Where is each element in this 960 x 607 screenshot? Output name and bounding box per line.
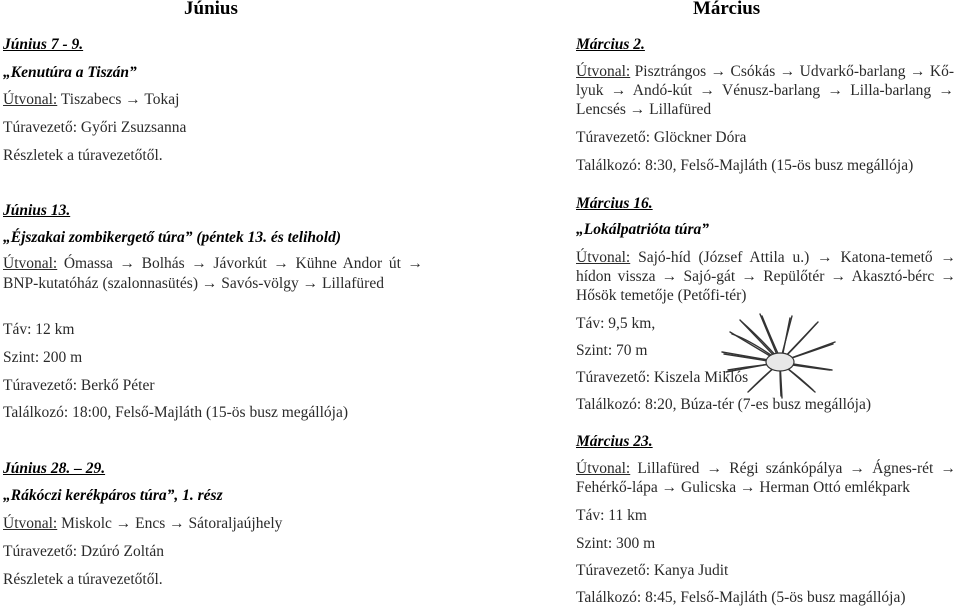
event-route: Útvonal: Tiszabecs → Tokaj — [3, 91, 180, 108]
event-distance: Táv: 11 km — [576, 507, 647, 524]
march-heading: Március — [693, 0, 761, 19]
event-elevation: Szint: 300 m — [576, 535, 656, 552]
event-date: Június 28. – 29. — [3, 460, 106, 477]
event-name: „Lokálpatrióta túra” — [576, 221, 710, 238]
event-details: Részletek a túravezetőtől. — [3, 571, 163, 588]
event-guide: Túravezető: Dzúró Zoltán — [3, 543, 164, 560]
event-guide: Túravezető: Kanya Judit — [576, 562, 729, 579]
event-guide: Túravezető: Kiszela Miklós — [576, 369, 749, 386]
event-distance: Táv: 9,5 km, — [576, 315, 656, 332]
event-meeting: Találkozó: 18:00, Felső-Majláth (15-ös busz megállója) — [3, 404, 349, 421]
event-date: Június 13. — [3, 202, 71, 219]
june-heading: Június — [184, 0, 238, 19]
event-route: Útvonal: Sajó-híd (József Attila u.) → Katona-temető → hídon vissza → Sajó-gát → Repülőtér → Akasztó-bérc → Hősök temetője (Petőfi-tér) — [576, 249, 956, 304]
event-elevation: Szint: 200 m — [3, 349, 83, 366]
event-route: Útvonal: Lillafüred → Régi szánkópálya → Ágnes-rét → Fehérkő-lápa → Gulicska → Herman Ottó emlékpark — [576, 460, 956, 496]
event-name: „Rákóczi kerékpáros túra”, 1. rész — [3, 487, 223, 504]
event-date: Március 2. — [576, 36, 645, 53]
event-meeting: Találkozó: 8:20, Búza-tér (7-es busz megállója) — [576, 396, 872, 413]
event-date: Március 16. — [576, 195, 653, 212]
event-elevation: Szint: 70 m — [576, 342, 648, 359]
event-meeting: Találkozó: 8:45, Felső-Majláth (5-ös busz magállója) — [576, 589, 906, 606]
event-distance: Táv: 12 km — [3, 321, 75, 338]
event-date: Március 23. — [576, 433, 653, 450]
event-route: Útvonal: Miskolc → Encs → Sátoraljaújhely — [3, 515, 283, 532]
event-name: „Éjszakai zombikergető túra” (péntek 13. és telihold) — [3, 229, 341, 246]
event-guide: Túravezető: Győri Zsuzsanna — [3, 119, 187, 136]
event-route: Útvonal: Pisztrángos → Csókás → Udvarkő-barlang → Kő-lyuk → Andó-kút → Vénusz-barlang → Lilla-barlang → Lencsés → Lillafüred — [576, 63, 954, 118]
event-guide: Túravezető: Berkő Péter — [3, 377, 155, 394]
event-date: Június 7 - 9. — [3, 36, 84, 53]
event-details: Részletek a túravezetőtől. — [3, 147, 163, 164]
event-route: Útvonal: Ómassa → Bolhás → Jávorkút → Kühne Andor út → BNP-kutatóház (szalonnasütés) → Savós-völgy → Lillafüred — [3, 255, 423, 292]
event-meeting: Találkozó: 8:30, Felső-Majláth (15-ös busz megállója) — [576, 157, 914, 174]
event-name: „Kenutúra a Tiszán” — [3, 64, 137, 81]
event-guide: Túravezető: Glöckner Dóra — [576, 129, 747, 146]
